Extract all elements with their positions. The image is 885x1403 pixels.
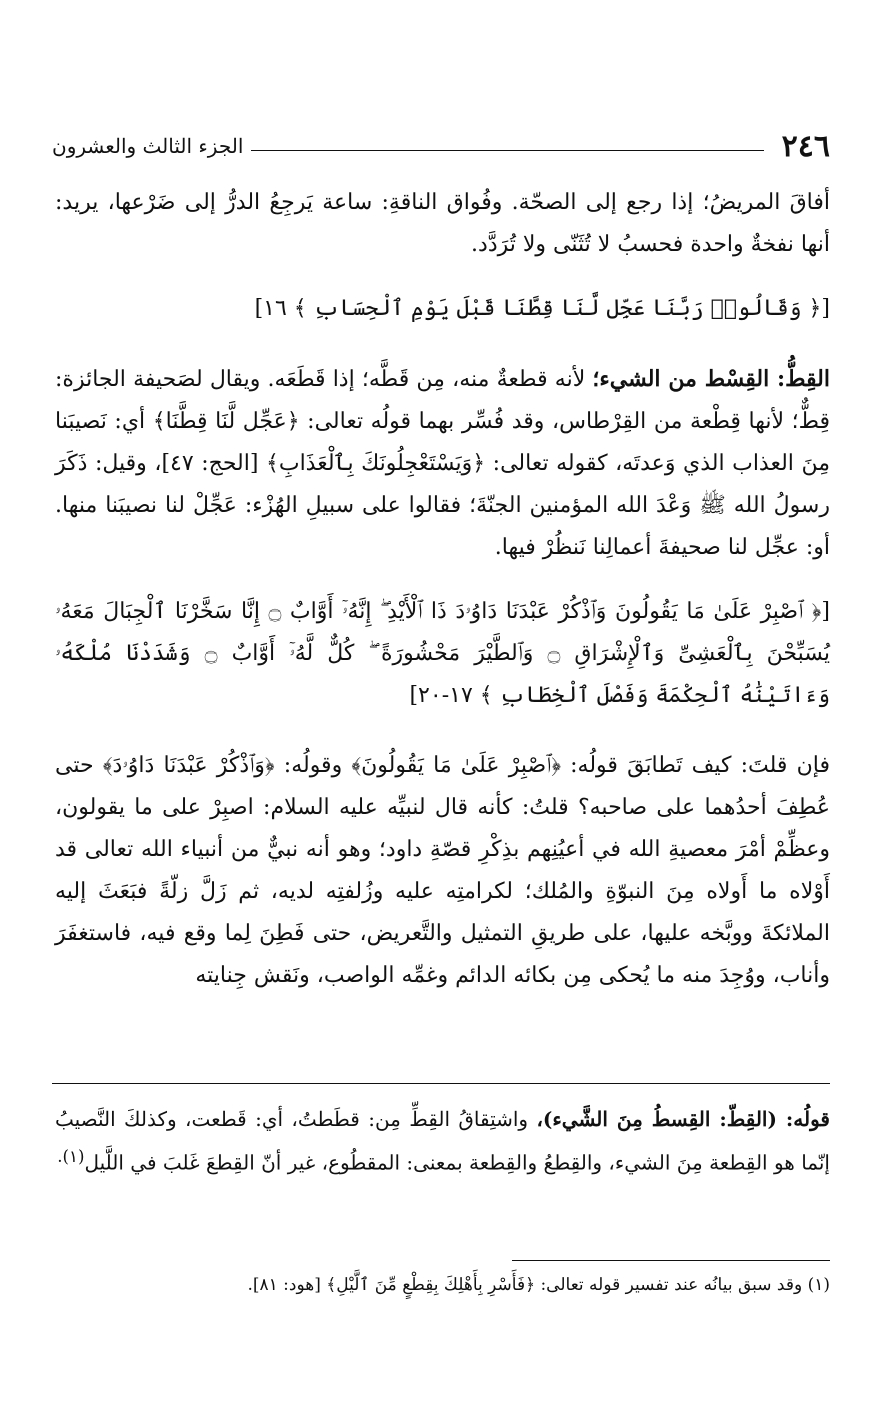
page-number: ٢٤٦ [781,128,830,164]
paragraph-2 [55,358,830,569]
margin-separator-rule [52,1083,830,1084]
running-title: الجزء الثالث والعشرون [52,134,244,158]
paragraph-2-body: لأنه قطعةٌ منه، مِن قَطَّه؛ إذا قَطَعَه. ويقال لصَحيفة الجائزة: قِطٌّ؛ لأنها قِطْعة من القِرْطاس، وقد فُسِّر بهما قولُه تعالى: ﴿عَجِّل لَّنَا قِطَّنَا﴾ أي: نَصيبَنا مِنَ العذاب الذي وَعدتَه، كقوله تعالى: ﴿وَيَسْتَعْجِلُونَكَ بِٱلْعَذَابِ﴾ [الحج: ٤٧]، وقيل: ذَكَرَ رسولُ الله ﷺ وَعْدَ الله المؤمنين الجنّةَ؛ فقالوا على سبيلِ الهُزْء: عَجِّلْ لنا نصيبَنا منها. أو: عجِّل لنا صحيفةَ أعمالِنا نَنظُرْ فيها. [55,367,830,560]
footnote-rule [512,1260,830,1261]
commentary-note [55,1100,830,1182]
footnote [55,1270,830,1300]
commentary-lead: قولُه: (القِطّ: القِسطُ مِنَ الشَّيء)، [536,1107,830,1131]
footnote-reference: (١). [57,1147,85,1166]
header-rule [251,150,763,151]
page-header [52,126,830,166]
commentary-paragraph [55,1100,830,1182]
commentary-text: واشتِقاقُ القِطِّ مِن: قطَطتُ، أي: قَطعت، وكذلكَ النَّصيبُ إنّما هو القِطعة مِنَ الشيء، والقِطعُ والقِطعة بمعنى: المقطُوع، غير أنّ القِطعَ غَلبَ في اللَّيل [55,1107,830,1175]
paragraph-1: أفاقَ المريضُ؛ إذا رجع إلى الصحّة. وفُواق الناقةِ: ساعة يَرجِعُ الدرُّ إلى ضَرْعها، يريد: أنها نفخةٌ واحدة فحسبُ لا تُثَنّى ولا تُرَدَّد. [55,190,830,257]
quran-verses-17-20: [﴿ ٱصْبِرْ عَلَىٰ مَا يَقُولُونَ وَٱذْكُرْ عَبْدَنَا دَاوُۥدَ ذَا ٱلْأَيْدِ ۖ إِنَّهُۥٓ أَوَّابٌ ۝ إِنَّا سَخَّرْنَا ٱلْجِبَالَ مَعَهُۥ يُسَبِّحْنَ بِٱلْعَشِىِّ وَٱلْإِشْرَاقِ ۝ وَٱلطَّيْرَ مَحْشُورَةً ۖ كُلٌّ لَّهُۥٓ أَوَّابٌ ۝ وَشَدَدْنَا مُلْكَهُۥ وَءَاتَيْنَٰهُ ٱلْحِكْمَةَ وَفَصْلَ ٱلْخِطَابِ ﴾ ١٧-٢٠] [55,599,830,708]
main-text [55,182,830,1019]
paragraph-3: فإن قلتَ: كيف تَطابَقَ قولُه: ﴿ٱصْبِرْ عَلَىٰ مَا يَقُولُونَ﴾ وقولُه: ﴿وَٱذْكُرْ عَبْدَنَا دَاوُۥدَ﴾ حتى عُطِفَ أحدُهما على صاحبه؟ قلتُ: كأنه قال لنبيِّه عليه السلام: اصبِرْ على ما يقولون، وعظِّمْ أمْرَ معصيةِ الله في أعيُنِهم بذِكْرِ قصّةِ داود؛ وهو أنه نبيٌّ من أنبياء الله تعالى قد أَوْلاه ما أَولاه مِنَ النبوّةِ والمُلك؛ لكرامتِه عليه وزُلفتِه لديه، ثم زَلَّ زلّةً فبَعَثَ إليه الملائكةَ ووبَّخه عليها، على طريقِ التمثيل والتَّعريض، حتى فَطِنَ لِما وقع فيه، فاستغفَرَ وأناب، ووُجِدَ منه ما يُحكى مِن بكائه الدائم وغمِّه الواصب، ونَقش جِنايته [55,753,830,988]
quran-verse-16: [﴿ وَقَالُوا۟ رَبَّنَا عَجِّل لَّنَا قِطَّنَا قَبْلَ يَوْمِ ٱلْحِسَابِ ﴾ ١٦] [254,296,830,321]
footnote-text: (١) وقد سبق بيانُه عند تفسير قوله تعالى: ﴿فَأَسْرِ بِأَهْلِكَ بِقِطْعٍ مِّنَ ٱلَّيْلِ﴾ [هود: ٨١]. [247,1275,830,1295]
paragraph-2-head: القِطُّ: القِسْط من الشيء؛ [592,366,830,392]
